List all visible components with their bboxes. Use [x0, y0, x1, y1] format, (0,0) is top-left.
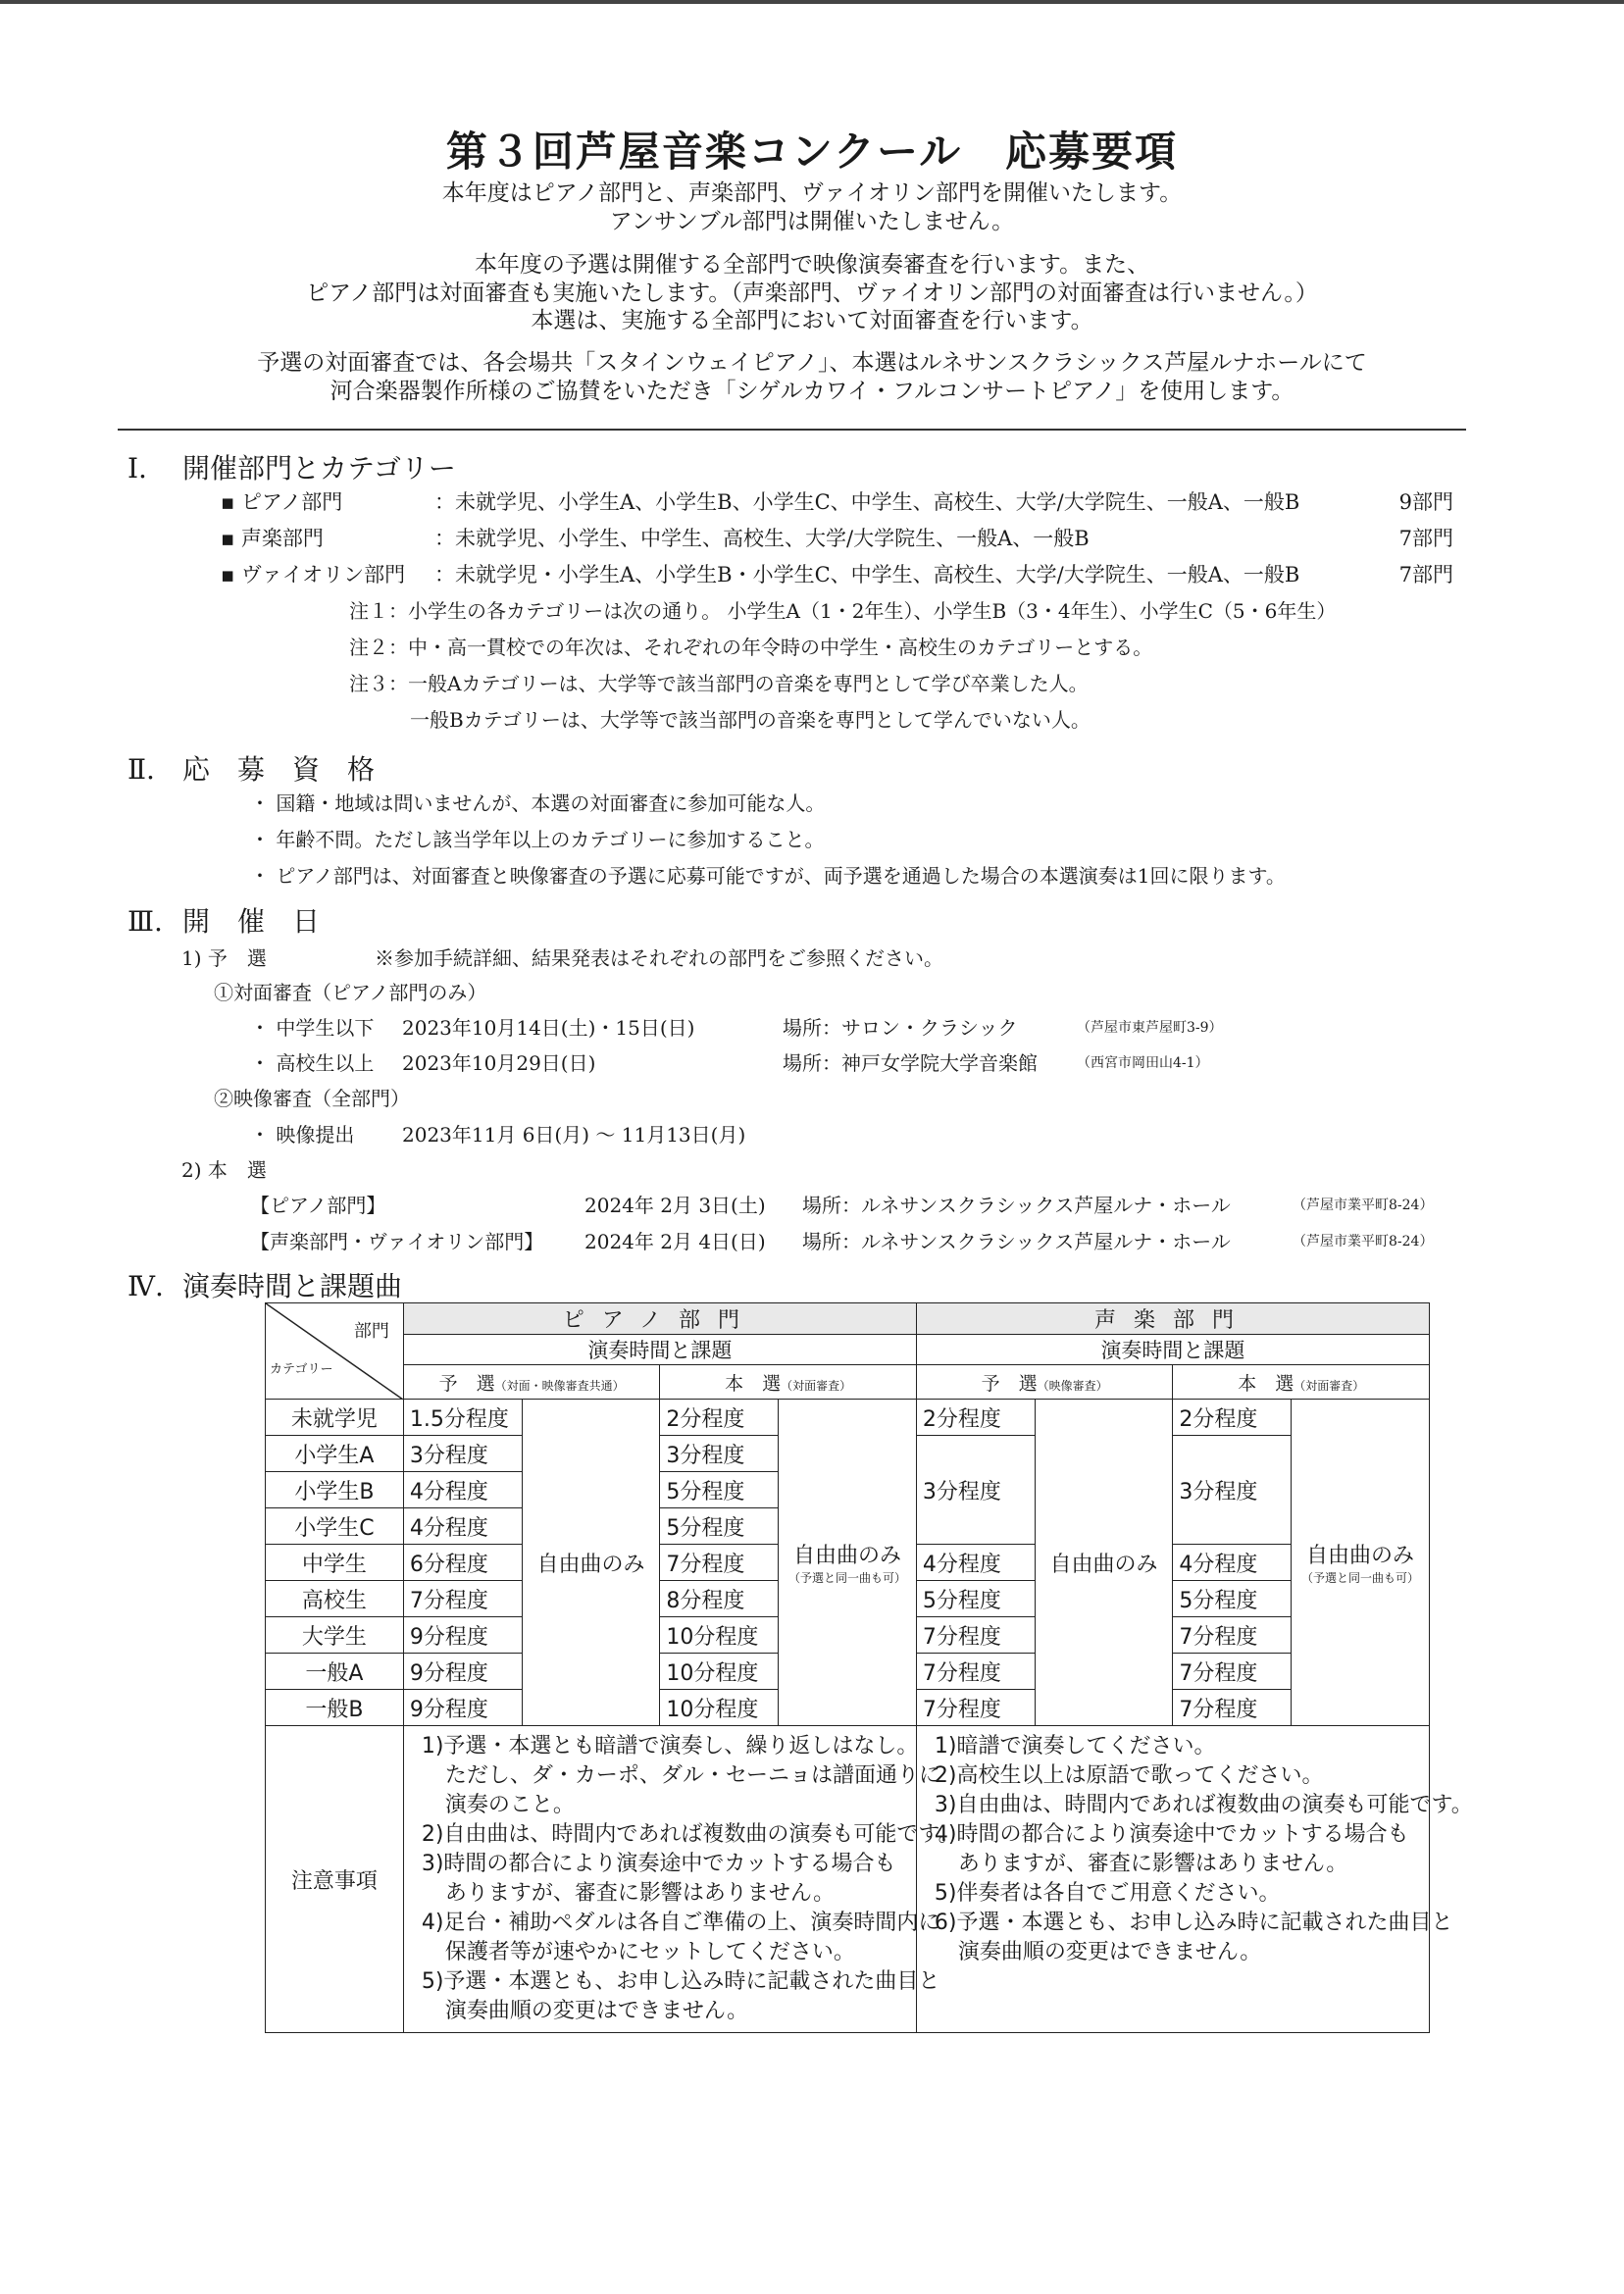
- taimen-label: ①対面審査（ピアノ部門のみ）: [214, 981, 487, 1004]
- category-cell: 一般B: [266, 1690, 404, 1726]
- header-label: 本 選: [1238, 1372, 1294, 1395]
- piano-yosen-time: 1.5分程度: [403, 1400, 522, 1436]
- piano-yosen-time: 4分程度: [403, 1508, 522, 1545]
- voice-honsen-time: 5分程度: [1173, 1581, 1292, 1617]
- dept-name: ▪ 声楽部門: [221, 527, 324, 550]
- notes-label: 注意事項: [266, 1726, 404, 2033]
- table-row: [266, 1400, 1430, 1436]
- piano-yosen-time: 6分程度: [403, 1545, 522, 1581]
- schedule-date: 2023年11月 6日(月) ～ 11月13日(月): [402, 1123, 746, 1147]
- schedule-address: （西宮市岡田山4-1）: [1077, 1055, 1209, 1071]
- voice-honsen-time: 3分程度: [1173, 1436, 1292, 1545]
- dept-categories: ：未就学児、小学生、中学生、高校生、大学/大学院生、一般A、一般B: [434, 527, 1090, 550]
- schedule-date: 2024年 2月 3日(土): [584, 1194, 766, 1217]
- performance-time-table: [265, 1302, 1473, 2033]
- note-line: ただし、ダ・カーポ、ダル・セーニョは譜面通りに: [444, 1763, 940, 1788]
- note-line: 5)伴奏者は各自でご用意ください。: [934, 1881, 1281, 1906]
- schedule-place: 場所：サロン・クラシック: [783, 1016, 1018, 1040]
- category-cell: 一般A: [266, 1654, 404, 1690]
- piano-honsen-time: 7分程度: [660, 1545, 779, 1581]
- intro-line: 本選は、実施する全部門において対面審査を行います。: [531, 308, 1093, 333]
- section-title: 応 募 資 格: [182, 753, 376, 786]
- voice-yosen-time: 7分程度: [916, 1617, 1035, 1654]
- eizo-label: ②映像審査（全部門）: [214, 1087, 410, 1110]
- piano-yosen-time: 9分程度: [403, 1617, 522, 1654]
- note-line: 演奏曲順の変更はできません。: [444, 1999, 749, 2023]
- intro-line: アンサンブル部門は開催いたしません。: [609, 209, 1015, 234]
- voice-honsen-free: [1292, 1400, 1430, 1726]
- piano-honsen-time: 10分程度: [660, 1617, 779, 1654]
- voice-yosen-time: 4分程度: [916, 1545, 1035, 1581]
- piano-honsen-header: [660, 1365, 917, 1400]
- dept-name: ▪ ヴァイオリン部門: [221, 563, 406, 586]
- voice-yosen-time: 5分程度: [916, 1581, 1035, 1617]
- voice-honsen-time: 7分程度: [1173, 1617, 1292, 1654]
- piano-honsen-time: 8分程度: [660, 1581, 779, 1617]
- piano-yosen-time: 3分程度: [403, 1436, 522, 1472]
- category-cell: 小学生A: [266, 1436, 404, 1472]
- header-sub: （対面審査）: [781, 1378, 852, 1393]
- schedule-who: 【声楽部門・ヴァイオリン部門】: [250, 1230, 544, 1253]
- schedule-place: 場所：ルネサンスクラシックス芦屋ルナ・ホール: [802, 1230, 1231, 1253]
- note-line: ありますが、審査に影響はありません。: [444, 1881, 836, 1906]
- header-sub: （映像審査）: [1037, 1378, 1108, 1393]
- note-line: 4)足台・補助ペダルは各自ご準備の上、演奏時間内に: [421, 1911, 940, 1935]
- intro-line: ピアノ部門は対面審査も実施いたします。（声楽部門、ヴァイオリン部門の対面審査は行いません。）: [306, 280, 1318, 306]
- note-line: 2)自由曲は、時間内であれば複数曲の演奏も可能です。: [421, 1822, 960, 1847]
- piano-subheader: 演奏時間と課題: [403, 1335, 916, 1365]
- corner-label-category: カテゴリー: [270, 1362, 333, 1377]
- note: 一般Bカテゴリーは、大学等で該当部門の音楽を専門として学んでいない人。: [410, 708, 1091, 732]
- voice-subheader: 演奏時間と課題: [916, 1335, 1429, 1365]
- voice-honsen-time: 2分程度: [1173, 1400, 1292, 1436]
- piano-yosen-time: 9分程度: [403, 1654, 522, 1690]
- note-line: 5)予選・本選とも、お申し込み時に記載された曲目と: [421, 1969, 940, 1994]
- intro-line: 本年度の予選は開催する全部門で映像演奏審査を行います。また、: [474, 252, 1150, 278]
- honsen-label: 2) 本 選: [181, 1158, 267, 1182]
- section-number: Ⅱ.: [127, 753, 155, 786]
- schedule-who: ・ 高校生以上: [250, 1051, 375, 1075]
- voice-yosen-time: 3分程度: [916, 1436, 1035, 1545]
- piano-yosen-header: [403, 1365, 660, 1400]
- voice-honsen-time: 4分程度: [1173, 1545, 1292, 1581]
- voice-yosen-time: 7分程度: [916, 1654, 1035, 1690]
- piano-honsen-time: 2分程度: [660, 1400, 779, 1436]
- voice-honsen-time: 7分程度: [1173, 1654, 1292, 1690]
- section-4-heading: [127, 1265, 402, 1304]
- section-title: 開催部門とカテゴリー: [182, 452, 456, 484]
- section-number: Ⅲ.: [127, 905, 163, 938]
- eligibility-item: ・ ピアノ部門は、対面審査と映像審査の予選に応募可能ですが、両予選を通過した場合の本選演奏は1回に限ります。: [250, 864, 1286, 888]
- piano-honsen-time: 3分程度: [660, 1436, 779, 1472]
- voice-yosen-header: [916, 1365, 1173, 1400]
- note-line: 3)自由曲は、時間内であれば複数曲の演奏も可能です。: [934, 1793, 1473, 1817]
- header-label: 本 選: [725, 1372, 782, 1395]
- schedule-place: 場所：神戸女学院大学音楽館: [783, 1051, 1038, 1075]
- schedule-date: 2023年10月29日(日): [402, 1051, 596, 1075]
- note-line: 保護者等が速やかにセットしてください。: [444, 1940, 855, 1964]
- section-title: 開 催 日: [182, 905, 321, 938]
- voice-honsen-header: [1173, 1365, 1430, 1400]
- notes-row: [266, 1726, 1430, 2033]
- piano-dept-header: ピアノ部門: [403, 1303, 916, 1335]
- corner-label-dept: 部門: [353, 1321, 389, 1342]
- header-label: 予 選: [438, 1372, 495, 1395]
- note-line: 1)暗譜で演奏してください。: [934, 1734, 1216, 1759]
- note-line: 2)高校生以上は原語で歌ってください。: [934, 1763, 1324, 1788]
- dept-name: ▪ ピアノ部門: [221, 490, 343, 514]
- note-line: 1)予選・本選とも暗譜で演奏し、繰り返しはなし。: [421, 1734, 919, 1759]
- category-cell: 中学生: [266, 1545, 404, 1581]
- header-sub: （対面・映像審査共通）: [494, 1378, 625, 1393]
- voice-yosen-free: 自由曲のみ: [1035, 1400, 1173, 1726]
- dept-categories: ：未就学児、小学生A、小学生B、小学生C、中学生、高校生、大学/大学院生、一般A、一般B: [434, 490, 1300, 514]
- schedule-place: 場所：ルネサンスクラシックス芦屋ルナ・ホール: [802, 1194, 1231, 1217]
- header-sub: （対面審査）: [1294, 1378, 1365, 1393]
- intro-line: 河合楽器製作所様のご協賛をいただき「シゲルカワイ・フルコンサートピアノ」を使用します。: [330, 379, 1294, 404]
- piano-honsen-time: 5分程度: [660, 1508, 779, 1545]
- voice-notes: [916, 1726, 1473, 2033]
- category-cell: 未就学児: [266, 1400, 404, 1436]
- free-label: 自由曲のみ: [792, 1544, 901, 1568]
- schedule-address: （芦屋市東芦屋町3-9）: [1077, 1020, 1223, 1036]
- schedule-who: 【ピアノ部門】: [250, 1194, 386, 1217]
- schedule-address: （芦屋市業平町8-24）: [1293, 1234, 1434, 1249]
- section-2-heading: [127, 748, 375, 788]
- note-line: 3)時間の都合により演奏途中でカットする場合も: [421, 1852, 896, 1876]
- category-cell: 高校生: [266, 1581, 404, 1617]
- schedule-date: 2024年 2月 4日(日): [584, 1230, 766, 1253]
- voice-honsen-time: 7分程度: [1173, 1690, 1292, 1726]
- section-number: Ⅰ.: [127, 452, 147, 484]
- dept-count: 9部門: [1398, 490, 1453, 514]
- intro-line: 予選の対面審査では、各会場共「スタインウェイピアノ」、本選はルネサンスクラシックス芦屋ルナホールにて: [257, 350, 1367, 376]
- piano-notes: [403, 1726, 960, 2033]
- note: 注１：小学生の各カテゴリーは次の通り。 小学生A（1・2年生）、小学生B（3・4年生）、小学生C（5・6年生）: [349, 599, 1337, 623]
- piano-yosen-time: 9分程度: [403, 1690, 522, 1726]
- free-sub: （予選と同一曲も可）: [1301, 1571, 1420, 1585]
- dept-count: 7部門: [1398, 527, 1453, 550]
- note-line: 演奏曲順の変更はできません。: [957, 1940, 1262, 1964]
- top-border: [0, 0, 1624, 4]
- section-3-heading: [127, 900, 320, 940]
- dept-categories: ：未就学児・小学生A、小学生B・小学生C、中学生、高校生、大学/大学院生、一般A、一般B: [434, 563, 1300, 586]
- note-line: 演奏のこと。: [444, 1793, 575, 1817]
- section-number: Ⅳ.: [127, 1270, 164, 1302]
- piano-honsen-time: 5分程度: [660, 1472, 779, 1508]
- section-title: 演奏時間と課題曲: [182, 1270, 403, 1302]
- schedule-date: 2023年10月14日(土)・15日(日): [402, 1016, 695, 1040]
- divider: [118, 429, 1466, 431]
- section-1-heading: [127, 447, 456, 486]
- yosen-note: ※参加手続詳細、結果発表はそれぞれの部門をご参照ください。: [375, 946, 943, 970]
- header-label: 予 選: [981, 1372, 1038, 1395]
- piano-honsen-free: [779, 1400, 917, 1726]
- category-cell: 小学生B: [266, 1472, 404, 1508]
- schedule-address: （芦屋市業平町8-24）: [1293, 1198, 1434, 1213]
- intro-line: 本年度はピアノ部門と、声楽部門、ヴァイオリン部門を開催いたします。: [441, 180, 1183, 206]
- note-line: 6)予選・本選とも、お申し込み時に記載された曲目と: [934, 1911, 1453, 1935]
- table-corner-cell: [266, 1303, 404, 1400]
- note: 注３：一般Aカテゴリーは、大学等で該当部門の音楽を専門として学び卒業した人。: [349, 672, 1089, 695]
- eligibility-item: ・ 年齢不問。ただし該当学年以上のカテゴリーに参加すること。: [250, 828, 825, 851]
- piano-yosen-time: 4分程度: [403, 1472, 522, 1508]
- voice-yosen-time: 2分程度: [916, 1400, 1035, 1436]
- free-label: 自由曲のみ: [1306, 1544, 1415, 1568]
- schedule-who: ・ 映像提出: [250, 1123, 355, 1147]
- voice-yosen-time: 7分程度: [916, 1690, 1035, 1726]
- piano-honsen-time: 10分程度: [660, 1690, 779, 1726]
- piano-honsen-time: 10分程度: [660, 1654, 779, 1690]
- voice-dept-header: 声楽部門: [916, 1303, 1429, 1335]
- schedule-who: ・ 中学生以下: [250, 1016, 375, 1040]
- note: 注２：中・高一貫校での年次は、それぞれの年令時の中学生・高校生のカテゴリーとする。: [349, 636, 1153, 659]
- page-title: 第３回芦屋音楽コンクール 応募要項: [445, 127, 1179, 176]
- dept-count: 7部門: [1398, 563, 1453, 586]
- yosen-label: 1) 予 選: [181, 946, 267, 970]
- free-sub: （予選と同一曲も可）: [787, 1571, 906, 1585]
- eligibility-item: ・ 国籍・地域は問いませんが、本選の対面審査に参加可能な人。: [250, 791, 826, 815]
- category-cell: 大学生: [266, 1617, 404, 1654]
- note-line: 4)時間の都合により演奏途中でカットする場合も: [934, 1822, 1409, 1847]
- category-cell: 小学生C: [266, 1508, 404, 1545]
- piano-yosen-free: 自由曲のみ: [522, 1400, 660, 1726]
- note-line: ありますが、審査に影響はありません。: [957, 1852, 1348, 1876]
- piano-yosen-time: 7分程度: [403, 1581, 522, 1617]
